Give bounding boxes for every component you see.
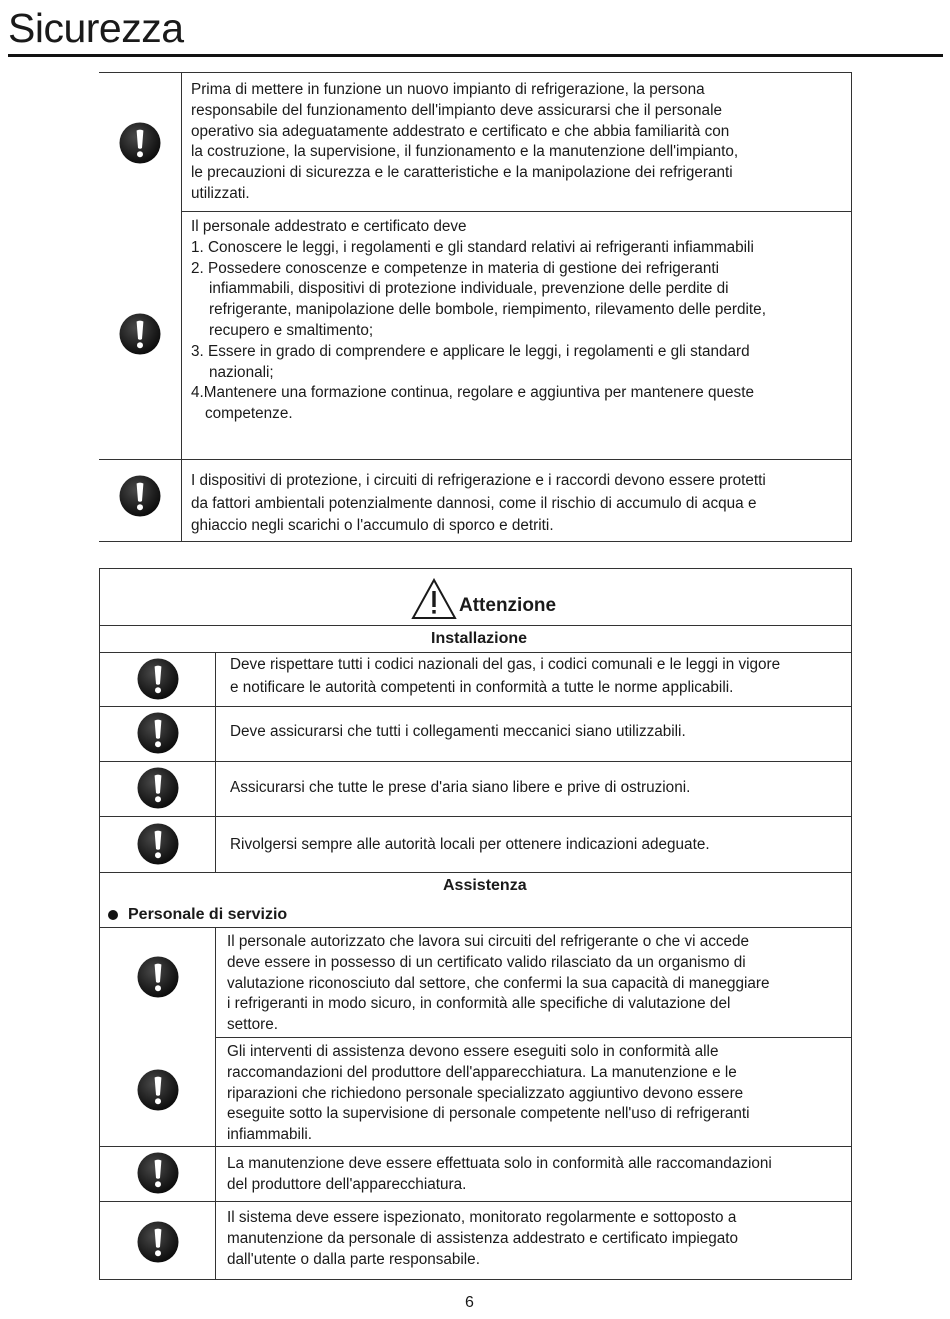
title-rule bbox=[8, 54, 943, 57]
intro-row-separator bbox=[99, 459, 852, 460]
exclamation-circle-icon bbox=[136, 1068, 180, 1112]
assistenza-subheading: Personale di servizio bbox=[128, 906, 288, 923]
exclamation-circle-icon bbox=[118, 312, 162, 356]
assistenza-item: Il personale autorizzato che lavora sui circuiti del refrigerante o che vi accede deve essere in possesso di un certificato valido rilasciato da un organismo di valutazione riconosciuto dal settore, che confermi la sua capacità di maneggiare i refrigeranti in modo sicuro, in conformità alle specifiche di valutazione del settore. bbox=[227, 933, 770, 1034]
assistenza-heading: Assistenza bbox=[443, 877, 527, 894]
exclamation-circle-icon bbox=[136, 1151, 180, 1195]
intro-row-separator bbox=[181, 211, 852, 212]
installazione-divider bbox=[215, 652, 216, 872]
assistenza-separator bbox=[99, 927, 852, 928]
personale-di-servizio-heading bbox=[108, 905, 287, 925]
installazione-item: Rivolgersi sempre alle autorità locali per ottenere indicazioni adeguate. bbox=[230, 836, 710, 853]
installazione-heading: Installazione bbox=[431, 630, 528, 647]
exclamation-circle-icon bbox=[136, 1220, 180, 1264]
row-separator bbox=[99, 1201, 852, 1202]
bullet-dot-icon bbox=[108, 910, 118, 920]
page-number: 6 bbox=[465, 1294, 474, 1311]
assistenza-item: Gli interventi di assistenza devono essere eseguiti solo in conformità alle raccomandazioni del produttore dell'apparecchiatura. La manutenzione e le riparazioni che richiedono personale specializzato aggiuntivo devono essere eseguite sotto la supervisione di personale competente nell'uso di refrigeranti infiammabili. bbox=[227, 1043, 750, 1144]
assistenza-divider bbox=[215, 927, 216, 1280]
row-separator bbox=[99, 872, 852, 873]
page-title: Sicurezza bbox=[8, 5, 184, 51]
warning-triangle-icon bbox=[411, 578, 457, 620]
installazione-item: Deve rispettare tutti i codici nazionali del gas, i codici comunali e le leggi in vigore e notificare le autorità competenti in conformità a tutte le norme applicabili. bbox=[230, 656, 781, 696]
attention-header bbox=[411, 576, 556, 620]
installazione-separator bbox=[99, 652, 852, 653]
attention-title: Attenzione bbox=[459, 595, 557, 616]
attention-separator bbox=[99, 625, 852, 626]
row-separator bbox=[99, 816, 852, 817]
assistenza-item: Il sistema deve essere ispezionato, monitorato regolarmente e sottoposto a manutenzione da personale di assistenza addestrato e certificato impiegato dall'utente o dalla parte responsabile. bbox=[227, 1209, 739, 1268]
installazione-item: Deve assicurarsi che tutti i collegamenti meccanici siano utilizzabili. bbox=[230, 723, 686, 740]
intro-paragraph-1: Prima di mettere in funzione un nuovo impianto di refrigerazione, la persona responsabile del funzionamento dell'impianto deve assicurarsi che il personale operativo sia adeguatamente addestrato e certificato e che abbia familiarità con la costruzione, la supervisione, il funzionamento e la manutenzione dell'impianto, le precauzioni di sicurezza e le caratteristiche e la manipolazione dei refrigeranti utilizzati. bbox=[191, 81, 739, 202]
exclamation-circle-icon bbox=[136, 657, 180, 701]
exclamation-circle-icon bbox=[136, 955, 180, 999]
intro-table-divider bbox=[181, 72, 182, 542]
row-separator bbox=[99, 761, 852, 762]
intro-paragraph-2: Il personale addestrato e certificato deve 1. Conoscere le leggi, i regolamenti e gli standard relativi ai refrigeranti infiammabili 2. Possedere conoscenze e competenze in materia di gestione dei refrigeranti infiammabili, dispositivi di protezione individuale, prevenzione delle perdite di refrigerante, manipolazione delle bombole, riempimento, rilevamento delle perdite, recupero e smaltimento; 3. Essere in grado di comprendere e applicare le leggi, i regolamenti e gli standard nazionali; 4.Mantenere una formazione continua, regolare e aggiuntiva per mantenere queste competenze. bbox=[191, 218, 766, 423]
row-separator bbox=[215, 1037, 852, 1038]
row-separator bbox=[99, 1146, 852, 1147]
exclamation-circle-icon bbox=[136, 766, 180, 810]
installazione-item: Assicurarsi che tutte le prese d'aria siano libere e prive di ostruzioni. bbox=[230, 779, 691, 796]
intro-paragraph-3: I dispositivi di protezione, i circuiti di refrigerazione e i raccordi devono essere protetti da fattori ambientali potenzialmente dannosi, come il rischio di accumulo di acqua e ghiaccio negli scarichi o l'accumulo di sporco e detriti. bbox=[191, 472, 766, 534]
exclamation-circle-icon bbox=[118, 474, 162, 518]
exclamation-circle-icon bbox=[136, 822, 180, 866]
exclamation-circle-icon bbox=[136, 711, 180, 755]
row-separator bbox=[99, 706, 852, 707]
exclamation-circle-icon bbox=[118, 121, 162, 165]
assistenza-item: La manutenzione deve essere effettuata solo in conformità alle raccomandazioni del produttore dell'apparecchiatura. bbox=[227, 1155, 772, 1193]
